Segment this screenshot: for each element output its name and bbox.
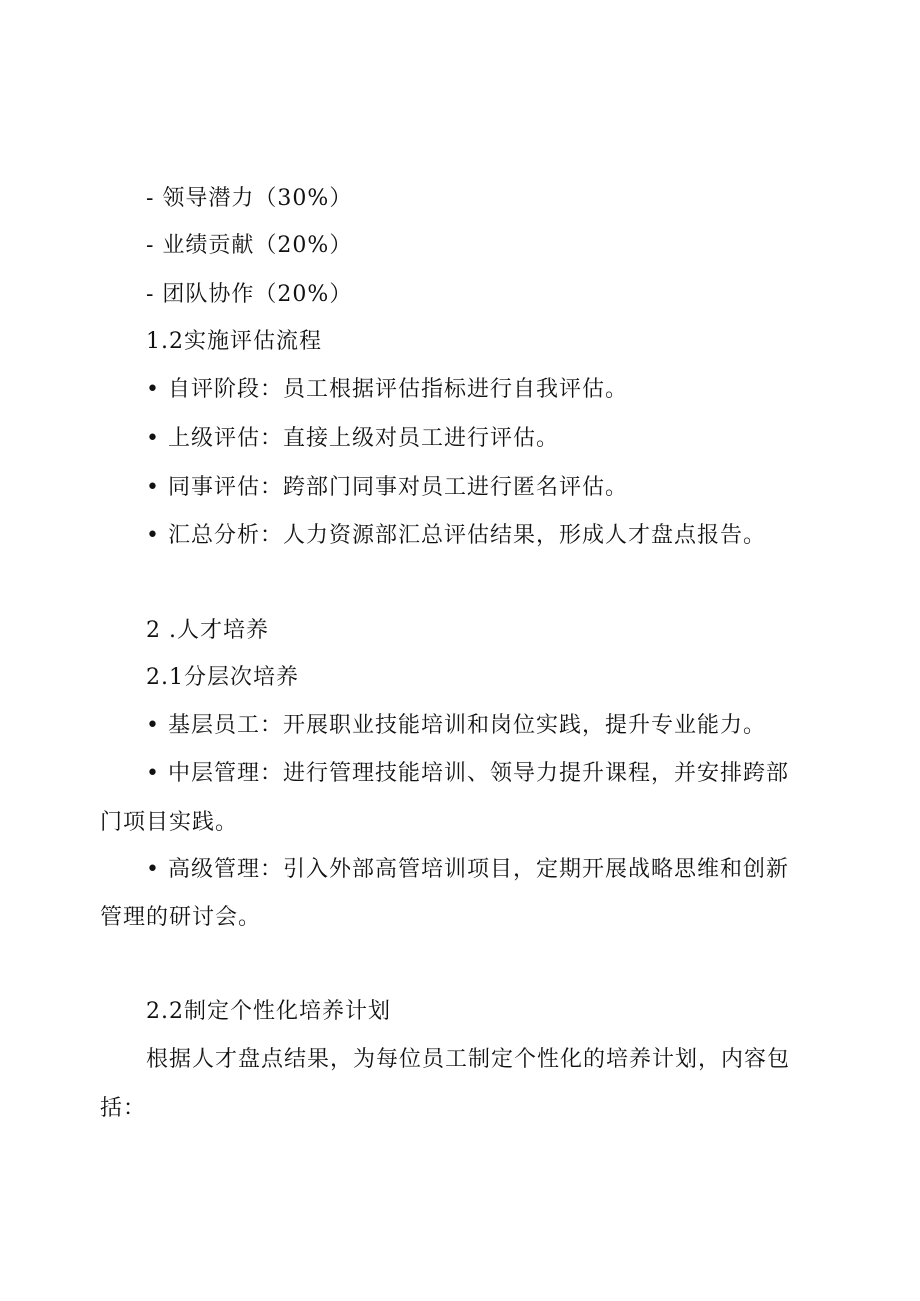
list-item: • 高级管理：引入外部高管培训项目，定期开展战略思维和创新 — [146, 857, 789, 882]
list-item: • 上级评估：直接上级对员工进行评估。 — [146, 426, 559, 451]
list-item: • 汇总分析：人力资源部汇总评估结果，形成人才盘点报告。 — [146, 523, 766, 548]
list-item: • 基层员工：开展职业技能培训和岗位实践，提升专业能力。 — [146, 713, 766, 738]
section-heading: 2.1分层次培养 — [146, 665, 299, 690]
section-heading: 2 .人才培养 — [146, 618, 269, 643]
section-heading: 2.2制定个性化培养计划 — [146, 999, 391, 1024]
list-item: • 中层管理：进行管理技能培训、领导力提升课程，并安排跨部 — [146, 761, 789, 786]
criteria-item: - 领导潜力（30%） — [146, 186, 353, 211]
criteria-item: - 业绩贡献（20%） — [146, 233, 353, 258]
list-item: • 同事评估：跨部门同事对员工进行匿名评估。 — [146, 475, 628, 500]
paragraph-line: 括： — [100, 1096, 147, 1121]
list-item: • 自评阶段：员工根据评估指标进行自我评估。 — [146, 377, 628, 402]
list-item-continuation: 门项目实践。 — [100, 810, 239, 835]
section-heading: 1.2实施评估流程 — [146, 329, 322, 354]
paragraph-line: 根据人才盘点结果，为每位员工制定个性化的培养计划，内容包 — [146, 1047, 791, 1072]
list-item-continuation: 管理的研讨会。 — [100, 905, 262, 930]
criteria-item: - 团队协作（20%） — [146, 282, 353, 307]
